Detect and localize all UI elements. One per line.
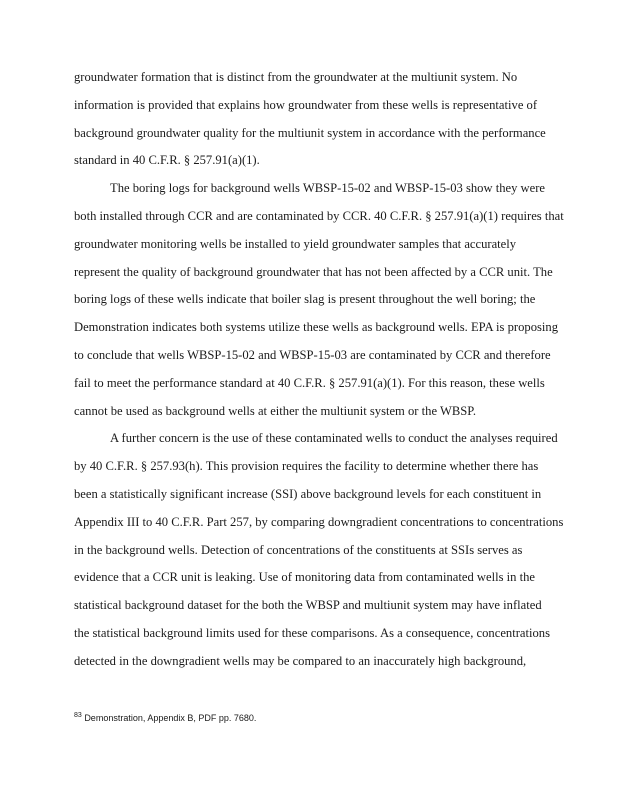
footnote: [74, 712, 256, 723]
text-line: groundwater formation that is distinct from the groundwater at the multiunit system. No: [74, 70, 518, 84]
text-line: A further concern is the use of these contaminated wells to conduct the analyses required: [110, 431, 558, 446]
text-line: Appendix III to 40 C.F.R. Part 257, by comparing downgradient concentrations to concentrations: [74, 514, 564, 529]
footnote-marker: 83: [74, 712, 82, 719]
document-body: [74, 64, 564, 676]
text-line: background groundwater quality for the multiunit system in accordance with the performance: [74, 125, 546, 140]
text-line: statistical background dataset for the both the WBSP and multiunit system may have inflated: [74, 598, 542, 613]
text-line: fail to meet the performance standard at 40 C.F.R. § 257.91(a)(1). For this reason, these wells: [74, 375, 545, 390]
text-line: both installed through CCR and are contaminated by CCR. 40 C.F.R. § 257.91(a)(1) requires that: [74, 208, 564, 223]
text-line: boring logs of these wells indicate that boiler slag is present throughout the well boring; the: [74, 292, 536, 307]
footnote-text: Demonstration, Appendix B, PDF pp. 7680.: [84, 713, 257, 723]
footnote-divider: [74, 700, 194, 701]
text-line: by 40 C.F.R. § 257.93(h). This provision requires the facility to determine whether there has: [74, 459, 539, 474]
text-line: cannot be used as background wells at either the multiunit system or the WBSP.: [74, 403, 476, 418]
text-line: to conclude that wells WBSP-15-02 and WBSP-15-03 are contaminated by CCR and therefore: [74, 347, 551, 362]
text-line: evidence that a CCR unit is leaking. Use of monitoring data from contaminated wells in the: [74, 570, 535, 585]
text-line: detected in the downgradient wells may be compared to an inaccurately high background,: [74, 653, 527, 668]
text-line: been a statistically significant increase (SSI) above background levels for each constituent in: [74, 486, 542, 501]
text-line: the statistical background limits used for these comparisons. As a consequence, concentrations: [74, 625, 550, 640]
text-line: in the background wells. Detection of concentrations of the constituents at SSIs serves as: [74, 542, 523, 557]
text-line: standard in 40 C.F.R. § 257.91(a)(1).: [74, 153, 260, 168]
text-line: represent the quality of background groundwater that has not been affected by a CCR unit. The: [74, 264, 553, 279]
text-line: groundwater monitoring wells be installed to yield groundwater samples that accurately: [74, 236, 517, 251]
text-line: information is provided that explains how groundwater from these wells is representative of: [74, 97, 538, 112]
text-line: Demonstration indicates both systems utilize these wells as background wells. EPA is proposing: [74, 320, 558, 335]
text-line: The boring logs for background wells WBSP-15-02 and WBSP-15-03 show they were: [110, 181, 546, 196]
